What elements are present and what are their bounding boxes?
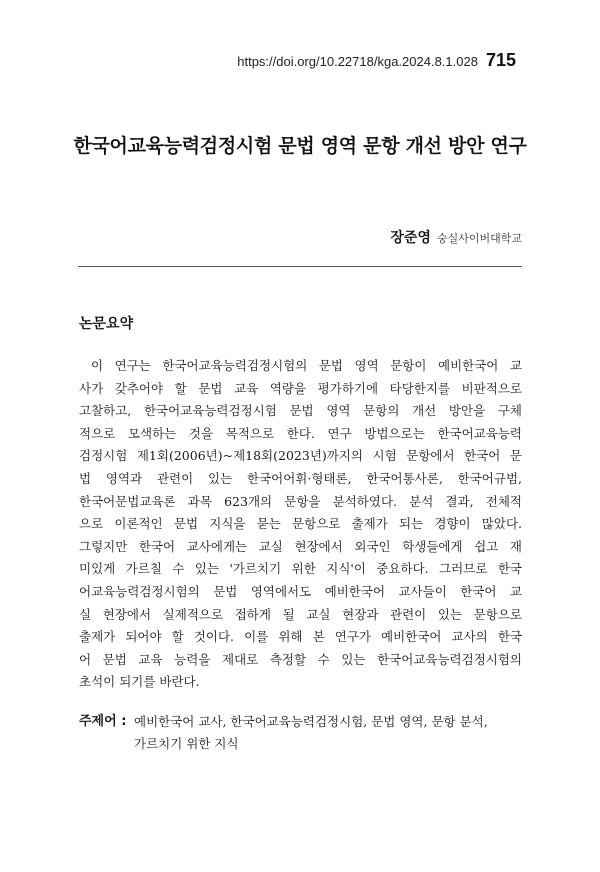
keywords-block: [79, 711, 522, 755]
abstract-line: 고찰하고, 한국어교육능력검정시험 문법 영역 문항의 개선 방안을 구체: [79, 403, 522, 419]
keywords-list: [134, 711, 488, 755]
keywords-line: 예비한국어 교사, 한국어교육능력검정시험, 문법 영역, 문항 분석,: [134, 714, 488, 729]
author-name: 장준영: [390, 230, 431, 246]
abstract-heading: 논문요약: [79, 316, 134, 332]
abstract-line: 그렇지만 한국어 교사에게는 교실 현장에서 외국인 학생들에게 쉽고 재: [79, 538, 522, 554]
abstract-line: 법 영역과 관련이 있는 한국어어휘·형태론, 한국어통사론, 한국어규범,: [79, 470, 522, 486]
abstract-line: 어교육능력검정시험의 문법 영역에서도 예비한국어 교사들이 한국어 교: [79, 583, 522, 599]
abstract-line: 으로 이론적인 문법 지식을 묻는 문항으로 출제가 되는 경향이 많았다.: [79, 516, 522, 532]
abstract-line: 초석이 되기를 바란다.: [79, 674, 200, 690]
author-line: [390, 227, 522, 247]
abstract-line: 사가 갖추어야 할 문법 교육 역량을 평가하기에 타당한지를 비판적으로: [79, 380, 522, 396]
doi-link[interactable]: https://doi.org/10.22718/kga.2024.8.1.028: [237, 54, 478, 69]
abstract-line: 어 문법 교육 능력을 제대로 측정할 수 있는 한국어교육능력검정시험의: [79, 651, 522, 667]
keywords-line: 가르치기 위한 지식: [134, 736, 239, 751]
abstract-line: 이 연구는 한국어교육능력검정시험의 문법 영역 문항이 예비한국어 교: [91, 358, 522, 373]
page-number: 715: [485, 50, 516, 70]
paper-title: 한국어교육능력검정시험 문법 영역 문항 개선 방안 연구: [73, 135, 527, 157]
keywords-label: 주제어 :: [79, 714, 127, 729]
horizontal-rule: [78, 266, 522, 267]
author-affiliation: 숭실사이버대학교: [436, 232, 522, 245]
abstract-line: 한국어문법교육론 과목 623개의 문항을 분석하였다. 분석 결과, 전체적: [79, 493, 522, 509]
abstract-line: 적으로 모색하는 것을 목적으로 한다. 연구 방법으로는 한국어교육능력: [79, 425, 522, 441]
abstract-body: [79, 355, 522, 694]
abstract-line: 미있게 가르칠 수 있는 '가르치기 위한 지식'이 중요하다. 그러므로 한국: [79, 561, 522, 577]
abstract-line: 검정시험 제1회(2006년)~제18회(2023년)까지의 시험 문항에서 한국어 문: [79, 448, 522, 464]
abstract-line: 출제가 되어야 할 것이다. 이를 위해 본 연구가 예비한국어 교사의 한국: [79, 629, 522, 645]
abstract-line: 실 현장에서 실제적으로 접하게 될 교실 현장과 관련이 있는 문항으로: [79, 606, 522, 622]
page-header: [237, 50, 516, 71]
